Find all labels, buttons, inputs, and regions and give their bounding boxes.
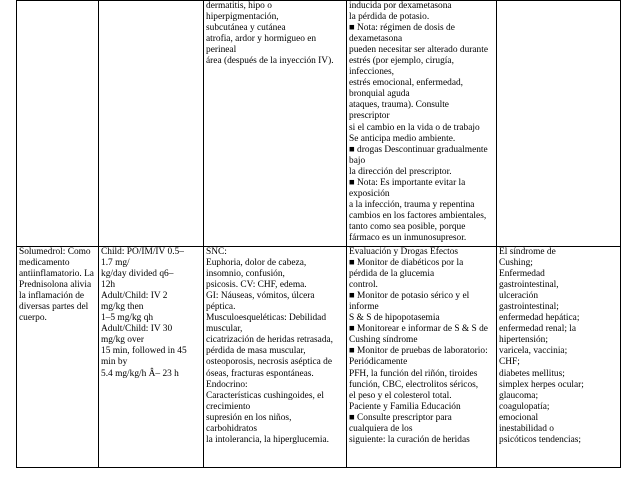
cell-drug-name [17,247,99,468]
cell-line: ulceración [499,291,539,302]
cell-line: subcutánea y cutánea [206,23,286,34]
table-row [17,1,621,247]
cell-line: fármaco es un inmunosupresor. [349,232,467,243]
cell-line: hipertensión; [499,335,548,346]
cell-line: 1.7 mg/ [101,258,130,269]
cell-line: óseas, fracturas espontáneas. [206,368,314,379]
cell-line: Adult/Child: IV 30 [101,324,173,335]
cell-line: PFH, la función del riñón, tiroides [349,368,478,379]
cell-line: cualquiera de los [349,423,413,434]
drug-table [16,0,621,468]
cell-line: Evaluación y Drogas Efectos [349,247,459,257]
cell-line: dexametasona [349,34,403,45]
cell-line: enfermedad hepática; [499,313,580,324]
cell-line: ■ Nota: Es importante evitar la [349,177,466,188]
cell-line: ataques, trauma). Consulte [349,100,449,111]
cell-nursing-implications [347,247,497,468]
cell-line: Solumedrol: Como [19,247,91,257]
cell-adverse-effects [204,247,347,468]
cell-line: min by [101,357,128,368]
cell-line: CHF; [499,357,520,368]
cell-line: dermatitis, hipo o [206,1,272,11]
cell-line: cambios en los factores ambientales, [349,210,487,221]
cell-line: inestabilidad o [499,423,554,434]
cell-line: medicamento [19,258,70,269]
cell-line: carbohidratos [206,423,258,434]
cell-line: inducida por dexametasona [349,1,452,11]
cell-line: S & S de hipopotasemia [349,313,440,324]
cell-line: pérdida de la glucemia [349,269,435,280]
cell-line: gastrointestinal; [499,302,559,313]
cell-line: Child: PO/IM/IV 0.5– [101,247,184,257]
cell-line: diabetes mellitus; [499,368,565,379]
cell-line: atrofia, ardor y hormigueo en [206,34,317,45]
cell-line: gastrointestinal, [499,280,559,291]
cell-line: Cushing síndrome [349,335,418,346]
cell-contraindications [497,1,621,247]
cell-line: Endocrino: [206,379,248,390]
cell-line: emocional [499,412,539,423]
cell-line: ■ drogas Descontinuar gradualmente [349,144,488,155]
cell-line: estrés emocional, enfermedad, [349,78,464,89]
cell-line: varicela, vaccinia; [499,346,568,357]
cell-line: el peso y el colesterol total. [349,390,452,401]
cell-adverse-effects [204,1,347,247]
table-row [17,247,621,468]
cell-line: Euphoria, dolor de cabeza, [206,258,307,269]
cell-line: kg/day divided q6– [101,269,174,280]
cell-line: función, CBC, electrolitos séricos, [349,379,479,390]
cell-line: psicosis. CV: CHF, edema. [206,280,307,291]
cell-line: ■ Monitorear e informar de S & S de [349,324,488,335]
cell-line: insomnio, confusión, [206,269,285,280]
cell-line: pueden necesitar ser alterado durante [349,45,488,56]
cell-dosage [99,247,204,468]
cell-line: El síndrome de [499,247,556,257]
cell-line: péptica. [206,302,236,313]
cell-line: crecimiento [206,401,251,412]
cell-line: Musculoesqueléticas: Debilidad [206,313,327,324]
cell-line: Prednisolona alivia [19,280,92,291]
cell-line: cicatrización de heridas retrasada, [206,335,334,346]
cell-line: Se anticipa medio ambiente. [349,133,456,144]
cell-line: SNC: [206,247,227,257]
cell-line: si el cambio en la vida o de trabajo [349,122,480,133]
cell-line: bajo [349,155,366,166]
cell-line: estrés (por ejemplo, cirugía, [349,56,454,67]
cell-line: mg/kg then [101,302,144,313]
cell-line: prescriptor [349,111,390,122]
cell-line: control. [349,280,378,291]
cell-line: cuerpo. [19,313,47,324]
cell-line: glaucoma; [499,390,539,401]
cell-line: enfermedad renal; la [499,324,577,335]
cell-line: ■ Nota: régimen de dosis de [349,23,455,34]
cell-line: Adult/Child: IV 2 [101,291,168,302]
cell-line: la intolerancia, la hiperglucemia. [206,434,329,445]
cell-line: tanto como sea posible, porque [349,221,466,232]
cell-line: área (después de la inyección IV). [206,56,334,67]
cell-line: la pérdida de potasio. [349,12,430,23]
cell-line: antiinflamatorio. La [19,269,94,280]
cell-line: 1–5 mg/kg qh [101,313,154,324]
cell-line: Paciente y Familia Educación [349,401,461,412]
cell-line: Cushing; [499,258,533,269]
cell-line: Características cushingoides, el [206,390,324,401]
cell-line: mg/kg over [101,335,144,346]
cell-line: siguiente: la curación de heridas [349,434,470,445]
cell-line: simplex herpes ocular; [499,379,584,390]
cell-line: 5.4 mg/kg/h Â– 23 h [101,368,179,379]
cell-line: coagulopatía; [499,401,550,412]
cell-line: GI: Náuseas, vómitos, úlcera [206,291,315,302]
cell-line: pérdida de masa muscular, [206,346,306,357]
cell-line: diversas partes del [19,302,89,313]
cell-line: osteoporosis, necrosis aséptica de [206,357,333,368]
cell-line: ■ Monitor de diabéticos por la [349,258,464,269]
cell-line: la dirección del prescriptor. [349,166,452,177]
cell-line: exposición [349,188,390,199]
cell-dosage [99,1,204,247]
cell-line: infecciones, [349,67,395,78]
cell-line: bronquial aguda [349,89,410,100]
cell-line: perineal [206,45,237,56]
cell-line: Periódicamente [349,357,408,368]
cell-drug-name [17,1,99,247]
cell-line: 12h [101,280,116,291]
cell-line: ■ Consulte prescriptor para [349,412,452,423]
cell-line: la inflamación de [19,291,85,302]
cell-line: supresión en los niños, [206,412,292,423]
cell-contraindications [497,247,621,468]
cell-line: ■ Monitor de potasio sérico y el [349,291,470,302]
cell-line: muscular, [206,324,243,335]
cell-nursing-implications [347,1,497,247]
cell-line: psicóticos tendencias; [499,434,582,445]
cell-line: Enfermedad [499,269,545,280]
cell-line: ■ Monitor de pruebas de laboratorio: [349,346,488,357]
cell-line: 15 min, followed in 45 [101,346,187,357]
cell-line: informe [349,302,379,313]
cell-line: a la infección, trauma y repentina [349,199,475,210]
cell-line: hiperpigmentación, [206,12,279,23]
